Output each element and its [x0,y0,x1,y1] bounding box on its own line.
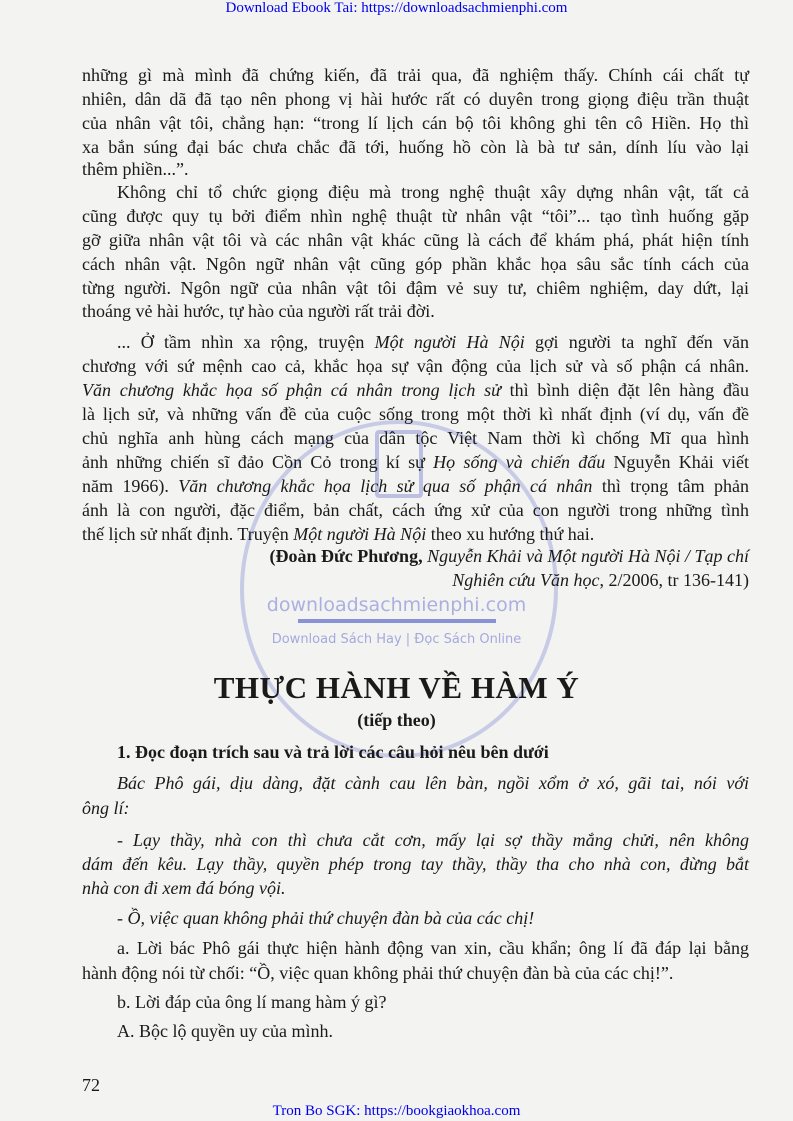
text: ... Ở tầm nhìn xa rộng, truyện [117,332,375,352]
section-subtitle: (tiếp theo) [357,710,436,730]
text-line: Không chỉ tổ chức giọng điệu mà trong nghệ thuật xây dựng nhân vật, tất cả [117,182,749,202]
task-heading: 1. Đọc đoạn trích sau và trả lời các câu hỏi nêu bên dưới [117,742,549,762]
citation-author: (Đoàn Đức Phương, [269,546,423,566]
option-line: A. Bộc lộ quyền uy của mình. [117,1021,333,1041]
text-line [82,475,749,497]
text: ảnh những chiến sĩ đảo Cồn Cỏ trong kí sự [82,452,434,472]
excerpt-line: nhà con đi xem đá bóng vội. [82,878,286,898]
text-line: chương với sứ mệnh cao cả, khắc họa sự vận động của lịch sử và số phận cá nhân. [82,356,749,376]
text-line: từng người. Ngôn ngữ của nhân vật tôi đậm vẻ suy tư, chiêm nghiệm, day dứt, lại [82,278,749,298]
text: gợi người ta nghĩ đến văn [524,332,749,352]
text-line: cũng được quy tụ bởi điểm nhìn nghệ thuật từ nhân vật “tôi”... tạo tình huống gặp [82,206,749,226]
excerpt-line: dám đến kêu. Lạy thầy, quyền phép trong tay thầy, thầy tha cho nhà con, đừng bắt [82,854,749,874]
text-line: cách nhân vật. Ngôn ngữ nhân vật cũng góp phần khắc họa sâu sắc tính cách của [82,254,749,274]
excerpt-line: ông lí: [82,798,130,818]
text: năm 1966). [82,476,179,496]
text-line: là lịch sử, và những vấn đề của cuộc sống trong một thời kì nhất định (ví dụ, vấn đề [82,404,749,424]
text: Nguyễn Khải viết [605,452,749,472]
page-number: 72 [82,1075,100,1095]
question-line: b. Lời đáp của ông lí mang hàm ý gì? [117,992,387,1012]
text-line: của nhân vật tôi, chẳng hạn: “trong lí lịch cán bộ tôi không ghi tên cô Hiền. Họ thì [82,113,749,133]
answer-line: hành động nói từ chối: “Ồ, việc quan không phải thứ chuyện đàn bà của các chị!”. [82,963,674,983]
text-line [117,331,749,353]
watermark-bottom-link[interactable]: Tron Bo SGK: https://bookgiaokhoa.com [272,1103,521,1119]
text-line [82,451,749,473]
citation-line [82,545,749,567]
text-line: ánh là con người, đặc điểm, bản chất, cách ứng xử của con người trong những tình [82,500,749,520]
text-line: thêm phiền...”. [82,159,189,179]
citation-journal: Nghiên cứu Văn học [452,570,600,590]
text-line: nhiên, dân dã đã tạo nên phong vị hài hước rất có duyên trong giọng điệu trần thuật [82,89,749,109]
excerpt-line: Bác Phô gái, dịu dàng, đặt cành cau lên bàn, ngồi xổm ở xó, gãi tai, nói với [117,773,749,793]
excerpt-line: - Ồ, việc quan không phải thứ chuyện đàn bà của các chị! [117,908,535,928]
watermark-stamp-text: downloadsachmienphi.com [266,594,527,616]
work-title: Họ sống và chiến đấu [433,452,606,472]
watermark-stamp-subtext: Download Sách Hay | Đọc Sách Online [271,632,522,647]
watermark-top-link[interactable]: Download Ebook Tai: https://downloadsachmienphi.com [225,0,568,16]
citation-work: Nguyễn Khải và Một người Hà Nội / Tạp chí [422,546,749,566]
text-line [82,523,749,545]
emphasis: Văn chương khắc họa số phận cá nhân trong lịch sử [82,380,501,400]
text: theo xu hướng thứ hai. [426,524,595,544]
emphasis: Văn chương khắc họa lịch sử qua số phận cá nhân [178,476,593,496]
text-line: gỡ giữa nhân vật tôi và các nhân vật khác cũng là cách để khám phá, phát hiện tính [82,230,749,250]
text: thì bình diện đặt lên hàng đầu [500,380,749,400]
text-line: xa bắn súng đại bác chưa chắc đã tới, huống hồ còn là bà tư sản, dính líu vào lại [82,137,749,157]
text: thì trọng tâm phản [592,476,749,496]
text-line: thoáng vẻ hài hước, tự hào của người rất trải đời. [82,301,435,321]
text: thế lịch sử nhất định. Truyện [82,524,294,544]
text-line [82,379,749,401]
work-title: Một người Hà Nội [293,524,427,544]
section-title: THỰC HÀNH VỀ HÀM Ý [213,670,580,705]
work-title: Một người Hà Nội [374,332,525,352]
section-divider [298,619,496,623]
excerpt-line: - Lạy thầy, nhà con thì chưa cắt cơn, mấy lại sợ thầy mắng chửi, nên không [117,830,749,850]
citation-line [82,569,749,591]
citation-details: , 2/2006, tr 136-141) [599,570,749,590]
text-line: những gì mà mình đã chứng kiến, đã trải qua, đã nghiệm thấy. Chính cái chất tự [82,65,749,85]
text-line: chủ nghĩa anh hùng cách mạng của dân tộc Việt Nam thời kì chống Mĩ qua hình [82,428,749,448]
answer-line: a. Lời bác Phô gái thực hiện hành động van xin, cầu khẩn; ông lí đã đáp lại bằng [117,938,749,958]
